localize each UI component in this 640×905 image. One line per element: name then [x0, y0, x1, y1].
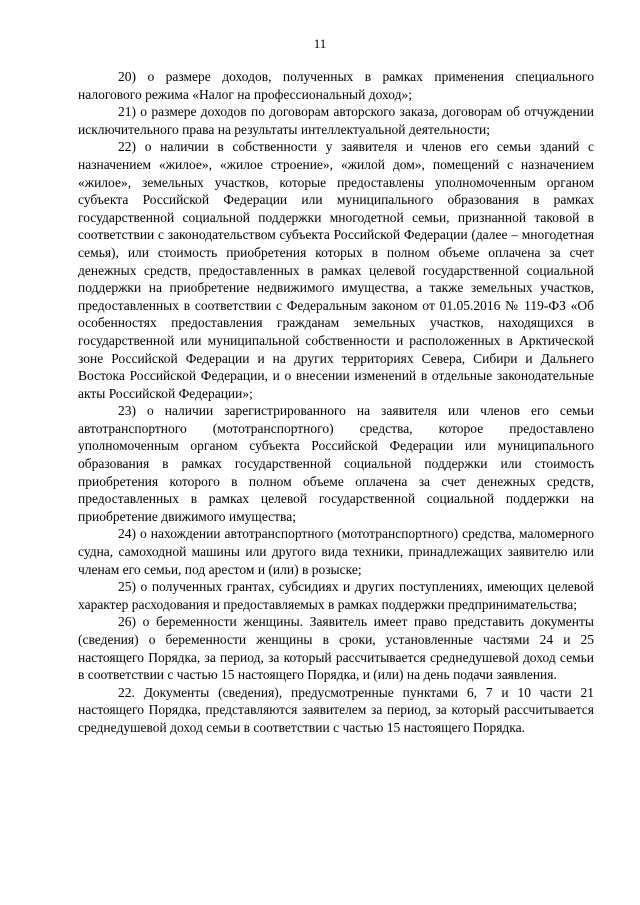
paragraph-item-21: 21) о размере доходов по договорам авторского заказа, договорам об отчуждении исключительного права на результаты интеллектуальной деятельности;: [78, 104, 594, 137]
document-body: [78, 68, 594, 737]
paragraph-item-25: 25) о полученных грантах, субсидиях и других поступлениях, имеющих целевой характер расходования и предоставляемых в рамках поддержки предпринимательства;: [78, 579, 594, 612]
paragraph-item-26: 26) о беременности женщины. Заявитель имеет право представить документы (сведения) о беременности женщины в сроки, установленные частями 24 и 25 настоящего Порядка, за период, за который рассчитывается среднедушевой доход семьи в соответствии с частью 15 настоящего Порядка, и (или) на день подачи заявления.: [78, 614, 594, 683]
paragraph-item-24: 24) о нахождении автотранспортного (мототранспортного) средства, маломерного судна, самоходной машины или другого вида техники, принадлежащих заявителю или членам его семьи, под арестом и (или) в розыске;: [78, 526, 594, 577]
paragraph-item-22: 22) о наличии в собственности у заявителя и членов его семьи зданий с назначением «жилое», «жилое строение», «жилой дом», помещений с назначением «жилое», земельных участков, которые предоставлены уполномоченным органом субъекта Российской Федерации или муниципального образования в рамках государственной социальной поддержки многодетной семьи, признанной таковой в соответствии с законодательством субъекта Российской Федерации (далее – многодетная семья), или стоимость приобретения которых в полном объеме оплачена за счет денежных средств, предоставленных в рамках целевой государственной социальной поддержки на приобретение недвижимого имущества, а также земельных участков, предоставленных в соответствии с Федеральным законом от 01.05.2016 № 119-ФЗ «Об особенностях предоставления гражданам земельных участков, находящихся в государственной или муниципальной собственности и расположенных в Арктической зоне Российской Федерации и на других территориях Севера, Сибири и Дальнего Востока Российской Федерации, и о внесении изменений в отдельные законодательные акты Российской Федерации»;: [78, 139, 594, 401]
paragraph-section-22: 22. Документы (сведения), предусмотренные пунктами 6, 7 и 10 части 21 настоящего Порядка, представляются заявителем за период, за который рассчитывается среднедушевой доход семьи в соответствии с частью 15 настоящего Порядка.: [78, 684, 594, 735]
paragraph-item-20: 20) о размере доходов, полученных в рамках применения специального налогового режима «Налог на профессиональный доход»;: [78, 69, 594, 102]
page-number: 11: [313, 36, 327, 51]
paragraph-item-23: 23) о наличии зарегистрированного на заявителя или членов его семьи автотранспортного (мототранспортного) средства, которое предоставлено уполномоченным органом субъекта Российской Федерации или муниципального образования в рамках государственной социальной поддержки или стоимость приобретения которого в полном объеме оплачена за счет денежных средств, предоставленных в рамках целевой государственной социальной поддержки на приобретение движимого имущества;: [78, 403, 594, 524]
